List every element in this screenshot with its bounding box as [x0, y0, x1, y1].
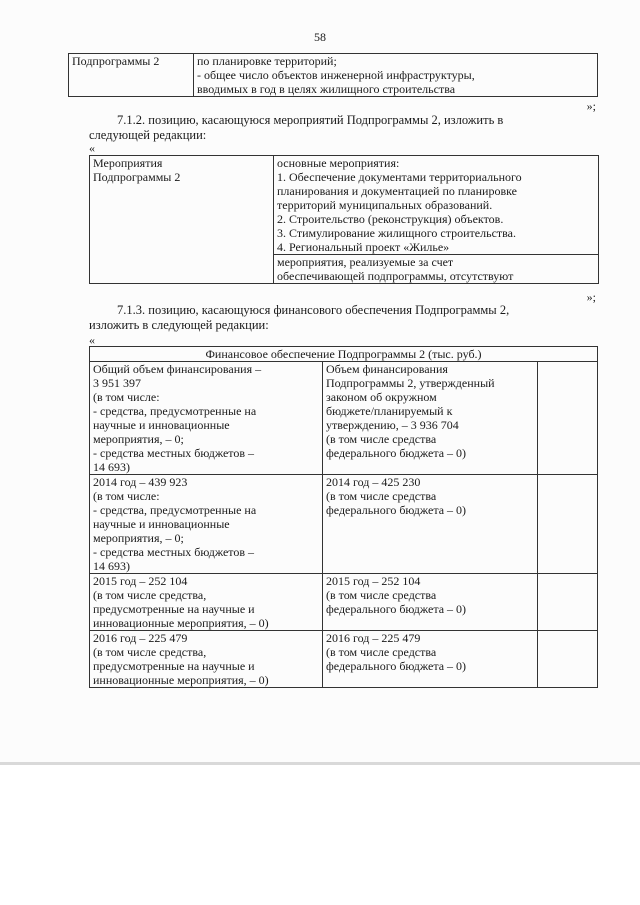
text-line: (в том числе средства	[326, 432, 437, 446]
activities-table	[89, 155, 599, 284]
text-line: 2. Строительство (реконструкция) объектов.	[277, 212, 504, 226]
text-line: мероприятия, – 0;	[93, 531, 184, 545]
text-line: 2015 год – 252 104	[93, 574, 188, 588]
text-line: по планировке территорий;	[197, 54, 337, 68]
table1-left-cell: Подпрограммы 2	[69, 54, 194, 97]
text-line: инновационные мероприятия, – 0)	[93, 616, 269, 630]
text-line: утверждению, – 3 936 704	[326, 418, 459, 432]
text-line: федерального бюджета – 0)	[326, 503, 467, 517]
activities-secondary-cell	[274, 255, 599, 284]
paragraph-line: изложить в следующей редакции:	[89, 318, 269, 332]
text-line: вводимых в год в целях жилищного строительства	[197, 82, 456, 96]
financing-table-header: Финансовое обеспечение Подпрограммы 2 (тыс. руб.)	[90, 347, 598, 362]
page-number: 58	[314, 30, 326, 44]
empty-cell	[538, 362, 598, 475]
text-line: научные и инновационные	[93, 418, 230, 432]
financing-2014-cell	[90, 475, 323, 574]
paragraph-line: следующей редакции:	[89, 128, 207, 142]
text-line: мероприятия, – 0;	[93, 432, 184, 446]
text-line: основные мероприятия:	[277, 156, 400, 170]
text-line: научные и инновационные	[93, 517, 230, 531]
text-line: - средства местных бюджетов –	[93, 446, 255, 460]
text-line: (в том числе средства	[326, 645, 437, 659]
activities-left-cell	[90, 156, 274, 284]
financing-2016-federal-cell	[323, 631, 538, 688]
opening-quote: «	[89, 333, 95, 347]
text-line: 3 951 397	[93, 376, 141, 390]
text-line: 2014 год – 439 923	[93, 475, 188, 489]
text-line: Подпрограммы 2, утвержденный	[326, 376, 495, 390]
financing-2014-federal-cell	[323, 475, 538, 574]
text-line: 2016 год – 225 479	[326, 631, 421, 645]
table-row	[90, 362, 598, 475]
empty-cell	[538, 631, 598, 688]
text-line: (в том числе средства	[326, 588, 437, 602]
closing-quote: »;	[586, 99, 596, 113]
paragraph-line: 7.1.3. позицию, касающуюся финансового обеспечения Подпрограммы 2,	[117, 303, 510, 317]
text-line: федерального бюджета – 0)	[326, 659, 467, 673]
activities-main-cell	[274, 156, 599, 255]
empty-cell	[538, 574, 598, 631]
text-line: (в том числе средства	[326, 489, 437, 503]
text-line: 14 693)	[93, 460, 130, 474]
text-line: - средства, предусмотренные на	[93, 503, 257, 517]
text-line: 14 693)	[93, 559, 130, 573]
table1-right-cell	[194, 54, 598, 97]
financing-2015-cell	[90, 574, 323, 631]
text-line: (в том числе средства,	[93, 645, 207, 659]
text-line: 1. Обеспечение документами территориального	[277, 170, 522, 184]
text-line: Мероприятия	[93, 156, 163, 170]
text-line: 2015 год – 252 104	[326, 574, 421, 588]
text-line: законом об окружном	[326, 390, 437, 404]
text-line: - средства местных бюджетов –	[93, 545, 255, 559]
opening-quote: «	[89, 141, 95, 155]
financing-table	[89, 346, 598, 688]
text-line: планирования и документацией по планировке	[277, 184, 517, 198]
paragraph-line: 7.1.2. позицию, касающуюся мероприятий Подпрограммы 2, изложить в	[117, 113, 504, 127]
financing-approved-cell	[323, 362, 538, 475]
closing-quote: »;	[586, 290, 596, 304]
text-line: предусмотренные на научные и	[93, 602, 255, 616]
text-line: 3. Стимулирование жилищного строительства.	[277, 226, 516, 240]
text-line: предусмотренные на научные и	[93, 659, 255, 673]
paragraph-7-1-3	[89, 303, 599, 333]
table-row	[90, 574, 598, 631]
text-line: - средства, предусмотренные на	[93, 404, 257, 418]
text-line: 4. Региональный проект «Жилье»	[277, 240, 450, 254]
financing-2015-federal-cell	[323, 574, 538, 631]
page-edge	[0, 762, 640, 765]
text-line: федерального бюджета – 0)	[326, 602, 467, 616]
subprogram-table-continuation	[68, 53, 598, 97]
text-line: инновационные мероприятия, – 0)	[93, 673, 269, 687]
financing-2016-cell	[90, 631, 323, 688]
text-line: территорий муниципальных образований.	[277, 198, 493, 212]
text-line: (в том числе:	[93, 489, 160, 503]
text-line: (в том числе:	[93, 390, 160, 404]
text-line: Подпрограммы 2	[93, 170, 181, 184]
text-line: Объем финансирования	[326, 362, 448, 376]
text-line: (в том числе средства,	[93, 588, 207, 602]
paragraph-7-1-2	[89, 113, 599, 143]
text-line: - общее число объектов инженерной инфраструктуры,	[197, 68, 475, 82]
text-line: 2016 год – 225 479	[93, 631, 188, 645]
table-row	[90, 475, 598, 574]
text-line: бюджете/планируемый к	[326, 404, 453, 418]
financing-total-cell	[90, 362, 323, 475]
table-row	[90, 631, 598, 688]
text-line: мероприятия, реализуемые за счет	[277, 255, 454, 269]
empty-cell	[538, 475, 598, 574]
text-line: 2014 год – 425 230	[326, 475, 421, 489]
text-line: Общий объем финансирования –	[93, 362, 262, 376]
text-line: обеспечивающей подпрограммы, отсутствуют	[277, 269, 514, 283]
text-line: федерального бюджета – 0)	[326, 446, 467, 460]
